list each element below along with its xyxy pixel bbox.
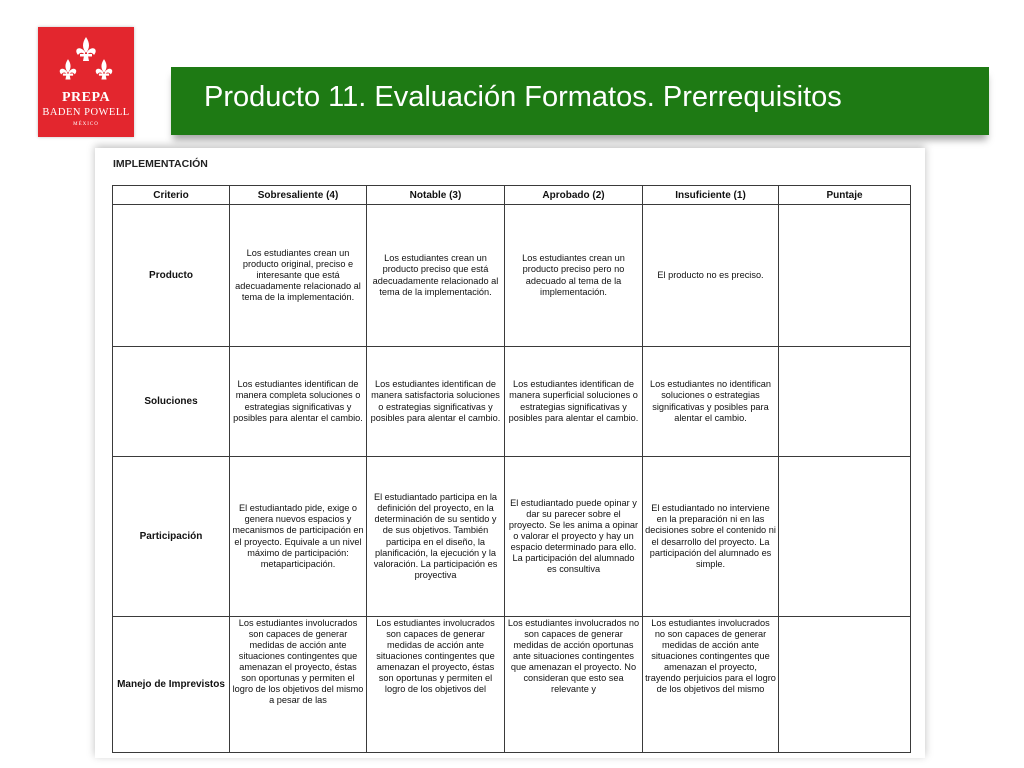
- school-logo: [38, 27, 134, 137]
- rubric-cell: [230, 617, 367, 753]
- score-cell: [779, 457, 911, 617]
- criterion-cell: Manejo de Imprevistos: [113, 617, 230, 753]
- rubric-cell-text: Los estudiantes involucrados no son capaces de generar medidas de acción ante situaciones contingentes que amenazan el proyecto, trayendo perjuicios para el logro de los objetivos del mismo: [645, 618, 776, 695]
- rubric-cell: Los estudiantes identifican de manera completa soluciones o estrategias significativas y posibles para alentar el cambio.: [230, 347, 367, 457]
- criterion-cell: Participación: [113, 457, 230, 617]
- rubric-cell: Los estudiantes identifican de manera superficial soluciones o estrategias significativas y posibles para alentar el cambio.: [505, 347, 643, 457]
- logo-subtitle: BADEN POWELL: [42, 107, 130, 118]
- criterion-cell: Soluciones: [113, 347, 230, 457]
- criterion-cell: Producto: [113, 205, 230, 347]
- column-header: Aprobado (2): [505, 186, 643, 205]
- rubric-cell: [643, 617, 779, 753]
- score-cell: [779, 347, 911, 457]
- document-heading: IMPLEMENTACIÓN: [113, 158, 208, 170]
- rubric-cell: El estudiantado no interviene en la preparación ni en las decisiones sobre el contenido ni el desarrollo del proyecto. La participación del alumnado es simple.: [643, 457, 779, 617]
- score-cell: [779, 617, 911, 753]
- rubric-cell: El estudiantado participa en la definición del proyecto, en la determinación de su sentido y de sus objetivos. También participa en el diseño, la planificación, la ejecución y la valoración. La participación es proyectiva: [367, 457, 505, 617]
- rubric-cell: El estudiantado puede opinar y dar su parecer sobre el proyecto. Se les anima a opinar o valorar el proyecto y hay un espacio determinado para ello. La participación del alumnado es consultiva: [505, 457, 643, 617]
- header-row: [113, 186, 911, 205]
- column-header: Criterio: [113, 186, 230, 205]
- logo-brand: PREPA: [61, 90, 111, 105]
- rubric-cell: [367, 617, 505, 753]
- rubric-document: [95, 148, 925, 758]
- column-header: Puntaje: [779, 186, 911, 205]
- table-row: [113, 205, 911, 347]
- rubric-cell-text: Los estudiantes involucrados no son capaces de generar medidas de acción oportunas ante situaciones contingentes que amenazan el proyecto. No consideran que esto sea relevante y: [507, 618, 640, 695]
- rubric-cell-text: Los estudiantes involucrados son capaces de generar medidas de acción ante situaciones contingentes que amenazan el proyecto, éstas son oportunas y permiten el logro de los objetivos del: [376, 618, 495, 695]
- score-cell: [779, 205, 911, 347]
- table-row: [113, 347, 911, 457]
- rubric-cell: Los estudiantes crean un producto original, preciso e interesante que está adecuadamente relacionado al tema de la implementación.: [230, 205, 367, 347]
- fleur-de-lis-icon: [54, 35, 118, 89]
- rubric-cell: Los estudiantes identifican de manera satisfactoria soluciones o estrategias significativas y posibles para alentar el cambio.: [367, 347, 505, 457]
- rubric-cell: Los estudiantes crean un producto preciso que está adecuadamente relacionado al tema de la implementación.: [367, 205, 505, 347]
- rubric-cell: El estudiantado pide, exige o genera nuevos espacios y mecanismos de participación en el proyecto. Equivale a un nivel máximo de participación: metaparticipación.: [230, 457, 367, 617]
- rubric-table: [112, 185, 911, 753]
- logo-country: MÉXICO: [73, 122, 99, 127]
- rubric-cell: Los estudiantes no identifican soluciones o estrategias significativas y posibles para alentar el cambio.: [643, 347, 779, 457]
- table-row: [113, 617, 911, 753]
- column-header: Notable (3): [367, 186, 505, 205]
- slide-title: Producto 11. Evaluación Formatos. Prerrequisitos: [204, 81, 842, 113]
- title-bar: [171, 67, 989, 135]
- rubric-cell: Los estudiantes crean un producto preciso pero no adecuado al tema de la implementación.: [505, 205, 643, 347]
- rubric-cell: [505, 617, 643, 753]
- table-row: [113, 457, 911, 617]
- column-header: Insuficiente (1): [643, 186, 779, 205]
- rubric-cell-text: Los estudiantes involucrados son capaces de generar medidas de acción ante situaciones contingentes que amenazan el proyecto, éstas son oportunas y permiten el logro de los objetivos del mismo a pesar de las: [232, 618, 364, 706]
- column-header: Sobresaliente (4): [230, 186, 367, 205]
- rubric-cell: El producto no es preciso.: [643, 205, 779, 347]
